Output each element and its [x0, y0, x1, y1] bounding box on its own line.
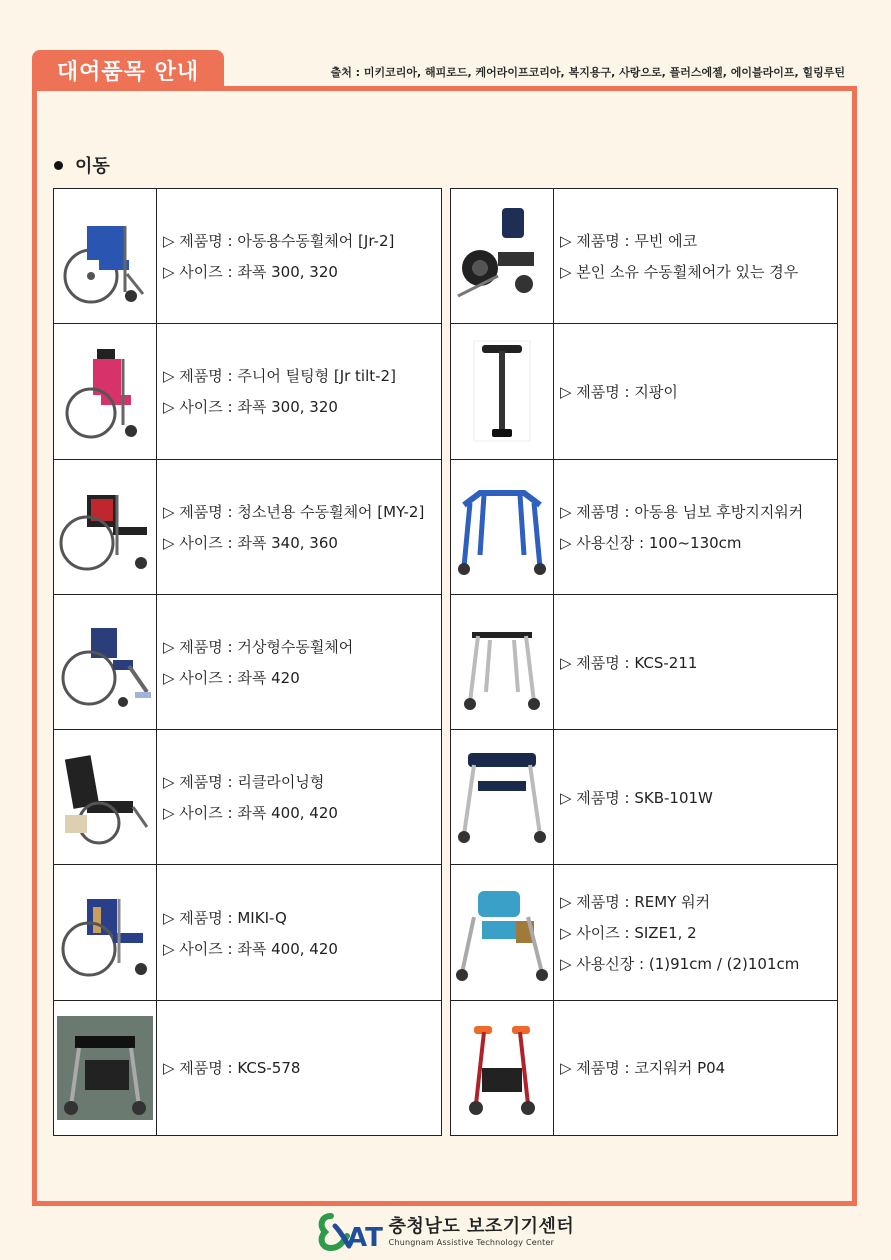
product-detail-line: ▷ 사이즈 : 좌폭 300, 320 [163, 398, 338, 417]
elevating-wheelchair-icon [57, 610, 153, 714]
product-row [451, 189, 837, 324]
product-detail-line: ▷ 사이즈 : 좌폭 420 [163, 669, 300, 688]
product-info [157, 865, 441, 999]
wheelchair-blue-icon [57, 204, 153, 308]
product-info [554, 730, 837, 864]
product-detail-line: ▷ 사이즈 : 좌폭 400, 420 [163, 804, 338, 823]
forearm-walker-icon [454, 745, 550, 849]
product-image [54, 595, 157, 729]
product-image [54, 324, 157, 458]
product-detail-line: ▷ 사이즈 : SIZE1, 2 [560, 924, 697, 943]
product-info [554, 865, 837, 999]
logo-text: AT [346, 1223, 383, 1252]
center-name-en: Chungnam Assistive Technology Center [388, 1237, 555, 1247]
product-row [54, 460, 441, 595]
product-detail-line: ▷ 제품명 : 주니어 틸팅형 [Jr tilt-2] [163, 367, 396, 386]
rollator-walker-icon [57, 1016, 153, 1120]
product-detail-line: ▷ 제품명 : 무빈 에코 [560, 232, 698, 251]
product-image [451, 595, 554, 729]
product-info [157, 460, 441, 594]
product-image [451, 189, 554, 323]
product-detail-line: ▷ 제품명 : REMY 워커 [560, 893, 711, 912]
product-image [54, 189, 157, 323]
power-assist-kit-icon [454, 204, 550, 308]
product-detail-line: ▷ 제품명 : 거상형수동휠체어 [163, 638, 354, 657]
product-image [451, 865, 554, 999]
product-table-right [450, 188, 838, 1136]
page-title: 대여품목 안내 [56, 59, 200, 85]
posterior-walker-icon [454, 475, 550, 579]
upright-walker-icon [454, 1016, 550, 1120]
section-heading [54, 152, 110, 178]
product-detail-line: ▷ 사이즈 : 좌폭 400, 420 [163, 939, 338, 958]
product-image [54, 1001, 157, 1135]
wheelchair-red-icon [57, 475, 153, 579]
product-image [54, 865, 157, 999]
cane-icon [454, 339, 550, 443]
product-info [157, 189, 441, 323]
product-detail-line: ▷ 제품명 : 청소년용 수동휠체어 [MY-2] [163, 502, 425, 521]
product-detail-line: ▷ 제품명 : 아동용수동휠체어 [Jr-2] [163, 232, 395, 251]
reclining-wheelchair-icon [57, 745, 153, 849]
product-info [157, 595, 441, 729]
product-row [54, 1001, 441, 1136]
product-row [54, 324, 441, 459]
product-detail-line: ▷ 본인 소유 수동휠체어가 있는 경우 [560, 263, 799, 282]
product-row [451, 460, 837, 595]
product-detail-line: ▷ 사용신장 : 100~130cm [560, 533, 742, 552]
product-image [451, 460, 554, 594]
product-image [451, 730, 554, 864]
product-table-left [53, 188, 442, 1136]
product-info [554, 324, 837, 458]
tilt-wheelchair-pink-icon [57, 339, 153, 443]
header-tab [32, 50, 224, 90]
product-detail-line: ▷ 사이즈 : 좌폭 300, 320 [163, 263, 338, 282]
product-info [554, 460, 837, 594]
product-info [554, 189, 837, 323]
product-row [54, 730, 441, 865]
product-row [54, 595, 441, 730]
product-detail-line: ▷ 제품명 : KCS-211 [560, 653, 698, 672]
product-image [451, 1001, 554, 1135]
bullet-icon [54, 161, 63, 170]
product-info [157, 730, 441, 864]
product-info [157, 324, 441, 458]
product-detail-line: ▷ 제품명 : MIKI-Q [163, 908, 287, 927]
product-detail-line: ▷ 제품명 : SKB-101W [560, 788, 713, 807]
folding-walker-icon [454, 610, 550, 714]
center-name-ko: 충청남도 보조기기센터 [388, 1215, 575, 1237]
product-info [157, 1001, 441, 1135]
product-detail-line: ▷ 제품명 : 아동용 님보 후방지지워커 [560, 502, 804, 521]
product-image [54, 730, 157, 864]
product-row [451, 730, 837, 865]
footer-text [388, 1215, 575, 1247]
product-detail-line: ▷ 사이즈 : 좌폭 340, 360 [163, 533, 338, 552]
product-row [54, 189, 441, 324]
product-row [451, 324, 837, 459]
product-detail-line: ▷ 제품명 : 코지워커 P04 [560, 1059, 726, 1078]
product-detail-line: ▷ 사용신장 : (1)91cm / (2)101cm [560, 955, 800, 974]
wheelchair-miki-icon [57, 881, 153, 985]
product-info [554, 595, 837, 729]
gait-trainer-icon [454, 881, 550, 985]
product-detail-line: ▷ 제품명 : KCS-578 [163, 1059, 301, 1078]
product-row [451, 595, 837, 730]
product-image [54, 460, 157, 594]
product-detail-line: ▷ 제품명 : 리클라이닝형 [163, 773, 325, 792]
section-title: 이동 [75, 156, 110, 177]
source-credits: 출처 : 미키코리아, 해피로드, 케어라이프코리아, 복지용구, 사랑으로, 플러스에젤, 에이블라이프, 힐링루틴 [330, 66, 845, 79]
product-image [451, 324, 554, 458]
product-info [554, 1001, 837, 1135]
center-logo-icon [317, 1212, 383, 1252]
product-row [451, 1001, 837, 1136]
product-row [451, 865, 837, 1000]
footer [0, 1212, 891, 1252]
product-row [54, 865, 441, 1000]
product-detail-line: ▷ 제품명 : 지팡이 [560, 382, 678, 401]
